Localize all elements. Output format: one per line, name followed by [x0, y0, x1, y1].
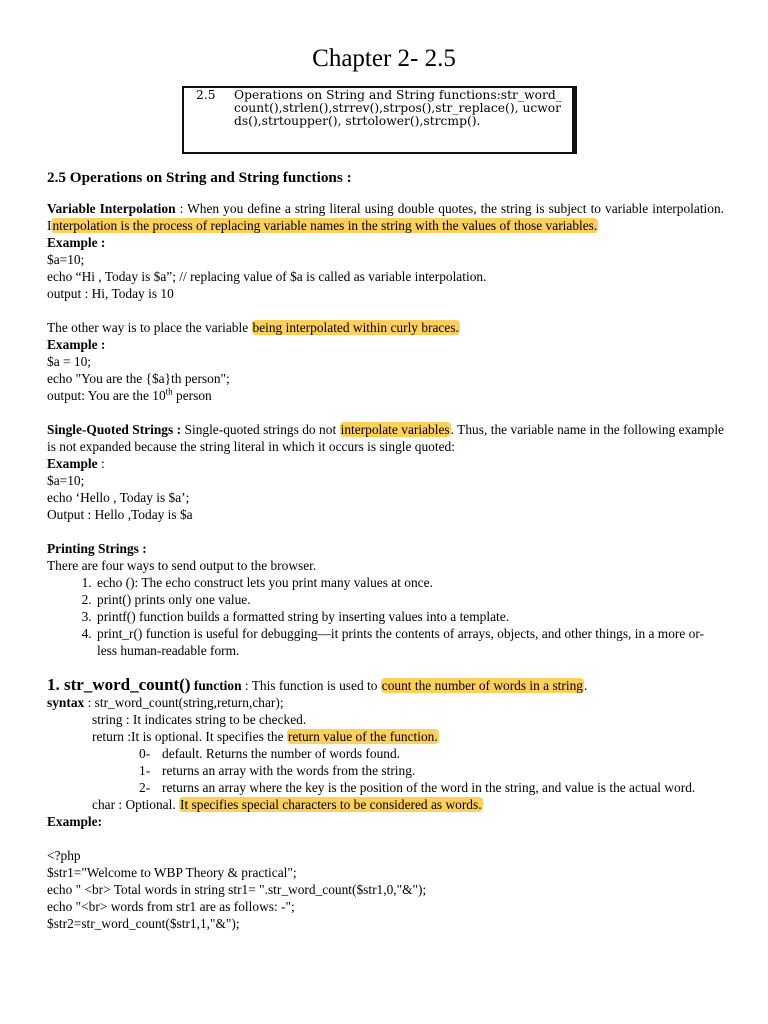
highlight: It specifies special characters to be considered as words.	[180, 797, 482, 812]
syllabus-text: Operations on String and String functions:str_word_count(),strlen(),strrev(),strpos(),str_replace(), ucwords(),strtoupper(), strtolower(),strcmp().	[234, 88, 562, 128]
printing-strings-label: Printing Strings :	[47, 541, 147, 556]
code-line: output: You are the 10th person	[47, 386, 212, 403]
example-label: Example :	[47, 456, 105, 471]
highlight: interpolate variables	[340, 422, 450, 437]
code-line: $a=10;	[47, 473, 85, 488]
example-label: Example :	[47, 337, 106, 352]
code-line: echo ‘Hello , Today is $a’;	[47, 490, 190, 505]
code-line: Output : Hello ,Today is $a	[47, 507, 193, 522]
swc-heading-paragraph: 1. str_word_count() function : This function is used to count the number of words in a string.	[47, 675, 588, 694]
single-quoted-label: Single-Quoted Strings :	[47, 422, 182, 437]
list-item: 1- returns an array with the words from the string.	[139, 763, 416, 778]
document-body	[47, 168, 724, 932]
code-line: $str1="Welcome to WBP Theory & practical";	[47, 865, 297, 880]
code-line: $str2=str_word_count($str1,1,"&");	[47, 916, 240, 931]
param-return: return :It is optional. It specifies the return value of the function.	[92, 729, 438, 744]
syllabus-number: 2.5	[196, 88, 216, 102]
var-interp-label: Variable Interpolation	[47, 201, 176, 216]
list-item: 2- returns an array where the key is the position of the word in the string, and value is the actual word.	[139, 780, 696, 795]
param-string: string : It indicates string to be checked.	[92, 712, 307, 727]
list-item: 1. echo (): The echo construct lets you print many values at once.	[95, 574, 724, 591]
printing-intro: There are four ways to send output to the browser.	[47, 558, 317, 573]
printing-list	[47, 574, 724, 659]
example-label: Example:	[47, 814, 103, 829]
syntax-line: syntax : str_word_count(string,return,char);	[47, 695, 284, 710]
section-heading: 2.5 Operations on String and String functions :	[47, 169, 352, 186]
list-item: 2. print() prints only one value.	[95, 591, 724, 608]
code-line: $a=10;	[47, 252, 85, 267]
highlight: return value of the function.	[287, 729, 438, 744]
code-line: echo "You are the {$a}th person";	[47, 371, 230, 386]
syllabus-box	[182, 86, 577, 154]
code-line: <?php	[47, 848, 81, 863]
code-line: echo “Hi , Today is $a”; // replacing value of $a is called as variable interpolation.	[47, 269, 487, 284]
highlight: being interpolated within curly braces.	[252, 320, 459, 335]
highlight: nterpolation is the process of replacing variable names in the string with the values of those variables.	[52, 218, 598, 233]
code-line: echo "<br> words from str1 are as follows: -";	[47, 899, 295, 914]
list-item: 3. printf() function builds a formatted string by inserting values into a template.	[95, 608, 724, 625]
swc-heading: 1. str_word_count()	[47, 675, 191, 694]
single-quoted-paragraph: Single-Quoted Strings : Single-quoted strings do not interpolate variables. Thus, the variable name in the following example is not expanded because the string literal in which it occurs is single quoted:	[47, 422, 724, 454]
example-label: Example :	[47, 235, 106, 250]
code-line: $a = 10;	[47, 354, 91, 369]
var-interp-paragraph: Variable Interpolation : When you define a string literal using double quotes, the string is subject to variable interpolation. Interpolation is the process of replacing variable names in the string with the values of those variables.	[47, 201, 724, 233]
curly-paragraph: The other way is to place the variable being interpolated within curly braces.	[47, 320, 459, 335]
highlight: count the number of words in a string	[381, 678, 583, 693]
code-line: output : Hi, Today is 10	[47, 286, 174, 301]
return-options	[47, 745, 724, 796]
list-item: 0- default. Returns the number of words found.	[139, 746, 401, 761]
code-line: echo " <br> Total words in string str1= ".str_word_count($str1,0,"&");	[47, 882, 427, 897]
list-item: 4. print_r() function is useful for debugging—it prints the contents of arrays, objects, and other things, in a more or-less human-readable form.	[95, 625, 724, 659]
param-char: char : Optional. It specifies special characters to be considered as words.	[92, 797, 482, 812]
page-title: Chapter 2- 2.5	[312, 45, 456, 72]
